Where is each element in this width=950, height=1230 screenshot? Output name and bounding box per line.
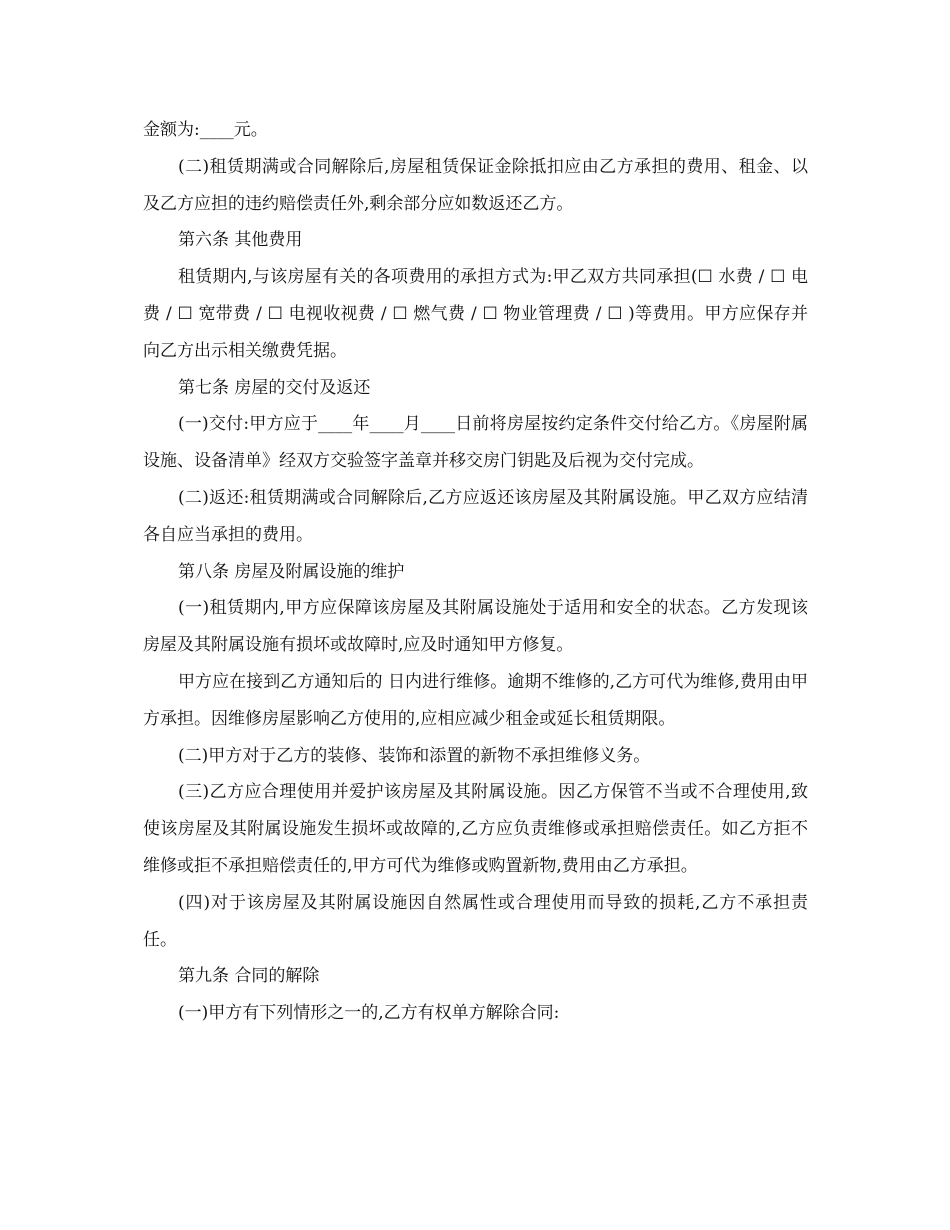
article-7-heading: 第七条 房屋的交付及返还 [178, 377, 371, 398]
paragraph-maintenance-4: (四)对于该房屋及其附属设施因自然属性或合理使用而导致的损耗,乙方不承担责任。 [143, 892, 808, 950]
paragraph-termination-1: (一)甲方有下列情形之一的,乙方有权单方解除合同: [178, 1003, 560, 1024]
paragraph-deposit-amount: 金额为:____元。 [143, 120, 268, 140]
article-9-heading: 第九条 合同的解除 [178, 966, 320, 987]
document-body [143, 112, 808, 1032]
article-8-heading: 第八条 房屋及附属设施的维护 [178, 561, 405, 582]
paragraph-maintenance-3: (三)乙方应合理使用并爱护该房屋及其附属设施。因乙方保管不当或不合理使用,致使该房屋及其附属设施发生损坏或故障的,乙方应负责维修或承担赔偿责任。如乙方拒不维修或拒不承担赔偿责任的,甲方可代为维修或购置新物,费用由乙方承担。 [143, 782, 808, 876]
paragraph-return: (二)返还:租赁期满或合同解除后,乙方应返还该房屋及其附属设施。甲乙双方应结清各自应当承担的费用。 [143, 487, 808, 545]
article-6-heading: 第六条 其他费用 [178, 230, 303, 251]
paragraph-maintenance-1: (一)租赁期内,甲方应保障该房屋及其附属设施处于适用和安全的状态。乙方发现该房屋及其附属设施有损坏或故障时,应及时通知甲方修复。 [143, 598, 808, 656]
paragraph-maintenance-repair: 甲方应在接到乙方通知后的 日内进行维修。逾期不维修的,乙方可代为维修,费用由甲方承担。因维修房屋影响乙方使用的,应相应减少租金或延长租赁期限。 [143, 671, 808, 729]
paragraph-fees-allocation: 租赁期内,与该房屋有关的各项费用的承担方式为:甲乙双方共同承担(☐ 水费 / ☐ 电费 / ☐ 宽带费 / ☐ 电视收视费 / ☐ 燃气费 / ☐ 物业管理费 / ☐ )等费用。甲方应保存并向乙方出示相关缴费凭据。 [143, 267, 808, 361]
paragraph-delivery: (一)交付:甲方应于____年____月____日前将房屋按约定条件交付给乙方。《房屋附属设施、设备清单》经双方交验签字盖章并移交房门钥匙及后视为交付完成。 [143, 414, 808, 472]
paragraph-maintenance-2: (二)甲方对于乙方的装修、装饰和添置的新物不承担维修义务。 [178, 745, 651, 766]
paragraph-deposit-return: (二)租赁期满或合同解除后,房屋租赁保证金除抵扣应由乙方承担的费用、租金、以及乙方应担的违约赔偿责任外,剩余部分应如数返还乙方。 [143, 156, 808, 214]
